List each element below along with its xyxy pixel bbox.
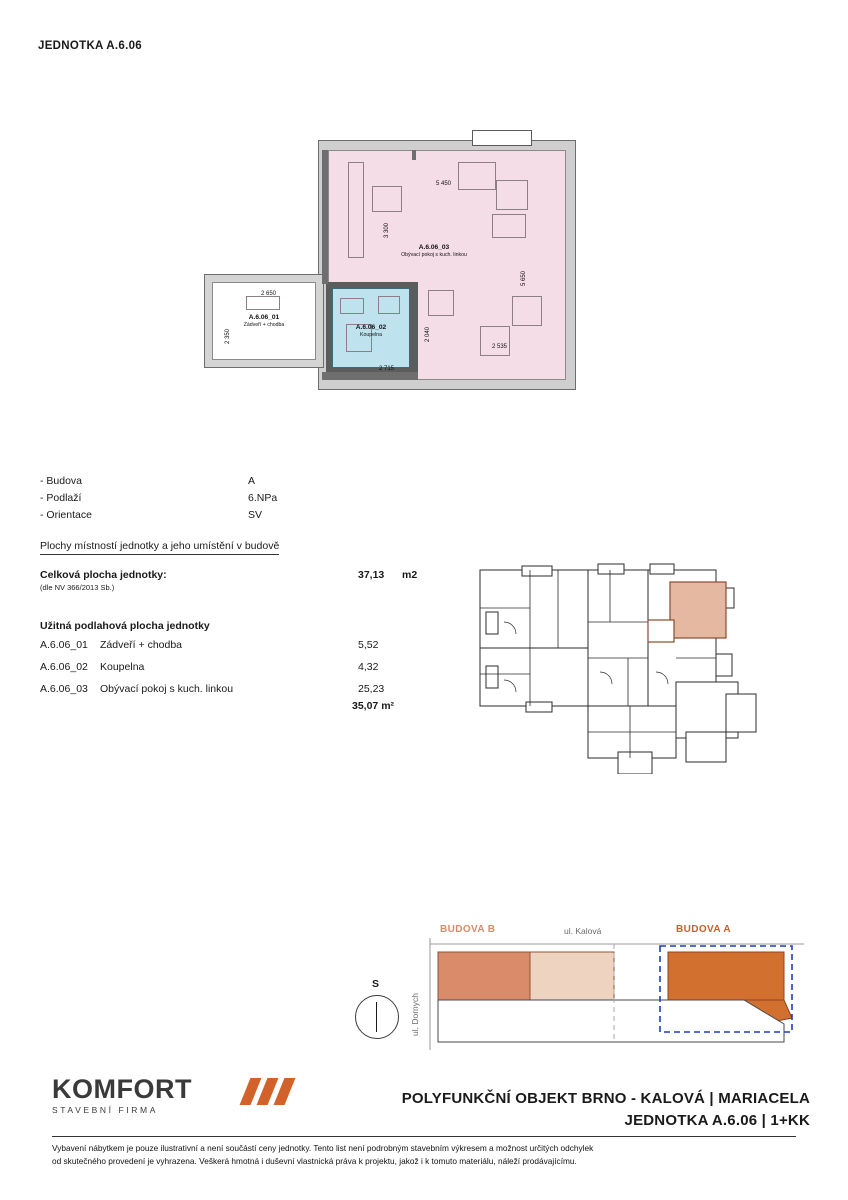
- furniture-hall-closet: [246, 296, 280, 310]
- furniture-wc: [378, 296, 400, 314]
- site-plan: [352, 920, 822, 1060]
- disclaimer-line-1: Vybavení nábytkem je pouze ilustrativní a není součástí ceny jednotky. Tento list není podrobným stavebním výkresem a možnost určitých odchylek: [52, 1143, 594, 1153]
- table-row: [40, 661, 420, 683]
- furniture-washbasin: [340, 298, 364, 314]
- info-value-floor: 6.NPa: [248, 492, 278, 504]
- total-area-value: 37,13: [358, 569, 385, 581]
- total-area-unit: m2: [402, 569, 418, 581]
- dimension-bath-bottom: 2 715: [379, 366, 395, 372]
- plan-wall-partition-1: [322, 150, 328, 284]
- furniture-chair: [492, 214, 526, 238]
- furniture-armchair: [496, 180, 528, 210]
- dimension-living-left: 3 300: [384, 222, 390, 238]
- dimension-living-top: 5 450: [436, 181, 452, 187]
- compass-icon: [355, 995, 399, 1039]
- compass-needle: [376, 1002, 377, 1032]
- logo-slash-icon: [245, 1078, 307, 1104]
- komfort-logo: [52, 1076, 192, 1115]
- area-row-value: 5,52: [358, 639, 379, 651]
- furniture-hob: [512, 296, 542, 326]
- street-label-dornych: ul. Dornych: [410, 993, 420, 1036]
- plan-balcony: [472, 130, 532, 146]
- dimension-bath-right: 2 040: [425, 326, 431, 342]
- key-plan-highlighted-unit: [670, 582, 726, 638]
- table-row: [40, 639, 420, 661]
- key-plan-svg: [470, 562, 770, 774]
- project-unit-subtitle: JEDNOTKA A.6.06 | 1+KK: [624, 1112, 810, 1129]
- furniture-sofa: [458, 162, 496, 190]
- total-area-note: (dle NV 366/2013 Sb.): [40, 583, 115, 592]
- area-row-code: A.6.06_01: [40, 639, 88, 651]
- area-row-name: Koupelna: [100, 661, 145, 673]
- disclaimer-line-2: od skutečného provedení je vyhrazena. Veškerá hmotná i duševní vlastnická práva k projektu, jakož i k tomuto materiálu, náleží prodávajícímu.: [52, 1155, 577, 1166]
- area-row-name: Zádveří + chodba: [100, 639, 183, 651]
- street-label-kalova: ul. Kalová: [564, 926, 602, 936]
- usable-area-heading: Užitná podlahová plocha jednotky: [40, 620, 210, 632]
- disclaimer-text: [52, 1142, 804, 1167]
- area-row-name: Obývací pokoj s kuch. linkou: [100, 683, 234, 695]
- project-title: POLYFUNKČNÍ OBJEKT BRNO - KALOVÁ | MARIACELA: [401, 1090, 810, 1107]
- room-label-bathroom: A.6.06_02 Koupelna: [355, 324, 387, 339]
- info-value-building: A: [248, 475, 256, 487]
- dimension-hall-width: 2 650: [261, 291, 277, 297]
- area-row-code: A.6.06_02: [40, 661, 88, 673]
- dimension-kitchen-bottom: 2 535: [492, 344, 508, 350]
- info-value-orientation: SV: [248, 509, 263, 521]
- site-plan-svg: [352, 920, 822, 1060]
- info-key-building: - Budova: [40, 475, 83, 487]
- plan-wall-partition-3: [412, 150, 416, 160]
- site-label-building-b: BUDOVA B: [440, 924, 496, 935]
- page-title: JEDNOTKA A.6.06: [38, 40, 142, 52]
- info-key-orientation: - Orientace: [40, 509, 92, 521]
- furniture-kitchen-unit: [428, 290, 454, 316]
- furniture-wardrobe: [348, 162, 364, 258]
- area-row-value: 4,32: [358, 661, 379, 673]
- area-row-code: A.6.06_03: [40, 683, 88, 695]
- area-sum-value: 35,07 m²: [352, 700, 395, 712]
- floor-plan-drawing: [196, 128, 596, 408]
- furniture-dining: [480, 326, 510, 356]
- dimension-hall-height: 2 350: [225, 328, 231, 344]
- room-label-living: A.6.06_03 Obývací pokoj s kuch. linkou: [401, 244, 467, 259]
- site-label-building-a: BUDOVA A: [676, 924, 732, 935]
- logo-name: KOMFORT: [52, 1074, 192, 1104]
- plan-wall-partition-2: [322, 372, 418, 380]
- room-label-hall: A.6.06_01 Zádveří + chodba: [243, 314, 285, 329]
- logo-subtitle: STAVEBNÍ FIRMA: [52, 1105, 158, 1115]
- furniture-table: [372, 186, 402, 212]
- footer-divider: [52, 1136, 796, 1137]
- info-key-floor: - Podlaží: [40, 492, 82, 504]
- areas-section-heading: Plochy místností jednotky a jeho umístění v budově: [40, 540, 279, 555]
- compass-label-south: S: [372, 978, 380, 990]
- dimension-living-right: 5 650: [521, 270, 527, 286]
- area-row-value: 25,23: [358, 683, 385, 695]
- area-table: [40, 639, 420, 705]
- total-area-label: Celková plocha jednotky:: [40, 569, 167, 581]
- building-key-plan: [470, 562, 770, 774]
